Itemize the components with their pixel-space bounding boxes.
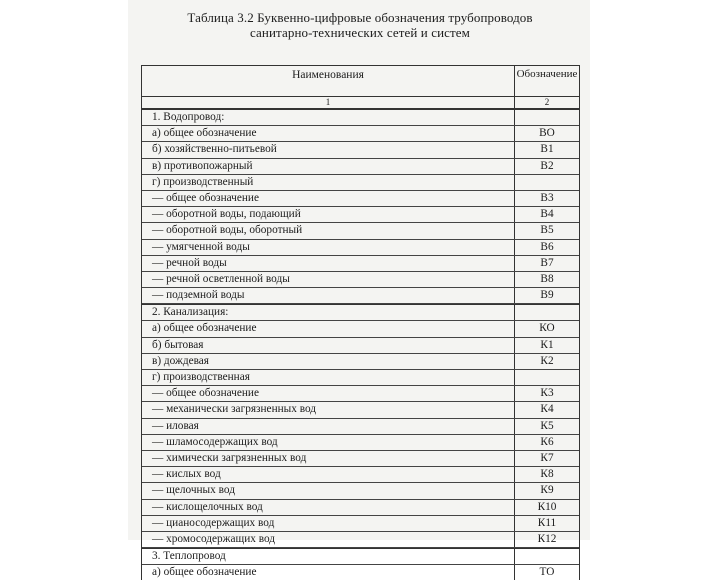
row-name: — шламосодержащих вод [142,435,515,450]
table-body [142,109,579,580]
table-row [142,159,579,175]
row-name: — механически загрязненных вод [142,402,515,417]
table-row [142,370,579,386]
row-code [515,370,579,385]
table-row [142,435,579,451]
row-name: г) производственная [142,370,515,385]
table-row [142,175,579,191]
table-row [142,451,579,467]
row-code: В1 [540,143,554,156]
row-code [515,305,579,320]
row-code: В6 [540,240,554,253]
table-row [142,419,579,435]
row-code: К8 [540,468,554,481]
row-code: ТО [539,566,555,579]
row-name: а) общее обозначение [142,321,515,336]
table-row [142,207,579,223]
row-code: КО [539,322,555,335]
column-number-row [142,97,579,109]
table-row [142,223,579,239]
row-name: — оборотной воды, подающий [142,207,515,222]
caption-line-1: Таблица 3.2 Буквенно-цифровые обозначения трубопроводов [187,10,533,25]
table-row [142,240,579,256]
row-code: К11 [537,516,557,529]
row-name: 3. Теплопровод [142,549,515,564]
table-row [142,548,579,565]
table-row [142,483,579,499]
row-name: — иловая [142,419,515,434]
row-code: ВО [539,127,555,140]
row-code: К5 [540,419,554,432]
row-name: — цианосодержащих вод [142,516,515,531]
row-code: В8 [540,272,554,285]
table-row [142,109,579,126]
table-row [142,402,579,418]
header-name: Наименования [142,66,515,96]
table-row [142,565,579,580]
row-name: б) бытовая [142,338,515,353]
row-code: К2 [540,354,554,367]
table-row [142,256,579,272]
table-row [142,354,579,370]
table-row [142,126,579,142]
table-row [142,386,579,402]
row-name: — щелочных вод [142,483,515,498]
row-name: г) производственный [142,175,515,190]
table-row [142,288,579,304]
row-name: — кислощелочных вод [142,500,515,515]
row-name: — оборотной воды, оборотный [142,223,515,238]
row-code [515,549,579,564]
row-name: б) хозяйственно-питьевой [142,142,515,157]
row-name: — общее обозначение [142,191,515,206]
row-code: К4 [540,403,554,416]
row-code: В9 [540,289,554,302]
row-name: — речной осветленной воды [142,272,515,287]
table-row [142,467,579,483]
table-caption [140,10,580,40]
table-row [142,142,579,158]
caption-line-2: санитарно-технических сетей и систем [250,25,470,40]
table-row [142,191,579,207]
column-number-2: 2 [544,97,550,107]
table-row [142,304,579,321]
row-name: — общее обозначение [142,386,515,401]
row-code: В3 [540,191,554,204]
row-code: К3 [540,387,554,400]
row-name: 1. Водопровод: [142,110,515,125]
row-code: К10 [537,500,557,513]
row-code [515,175,579,190]
row-code: К6 [540,435,554,448]
table-row [142,321,579,337]
row-name: — подземной воды [142,288,515,303]
row-code [515,110,579,125]
row-name: — кислых вод [142,467,515,482]
table-row [142,500,579,516]
designation-table [141,65,580,580]
row-name: а) общее обозначение [142,126,515,141]
row-code: В5 [540,224,554,237]
row-name: в) противопожарный [142,159,515,174]
row-code: К7 [540,451,554,464]
row-code: В2 [540,159,554,172]
row-name: — умягченной воды [142,240,515,255]
row-name: 2. Канализация: [142,305,515,320]
table-header-row [142,66,579,97]
row-code: В7 [540,256,554,269]
row-name: в) дождевая [142,354,515,369]
table-row [142,516,579,532]
row-name: — хромосодержащих вод [142,532,515,547]
table-row [142,338,579,354]
row-code: К12 [537,532,557,545]
table-row [142,272,579,288]
header-code: Обозначение [516,68,578,80]
row-code: К1 [540,338,554,351]
row-name: а) общее обозначение [142,565,515,580]
column-number-1: 1 [142,97,515,108]
row-name: — химически загрязненных вод [142,451,515,466]
row-code: В4 [540,208,554,221]
row-code: К9 [540,484,554,497]
row-name: — речной воды [142,256,515,271]
